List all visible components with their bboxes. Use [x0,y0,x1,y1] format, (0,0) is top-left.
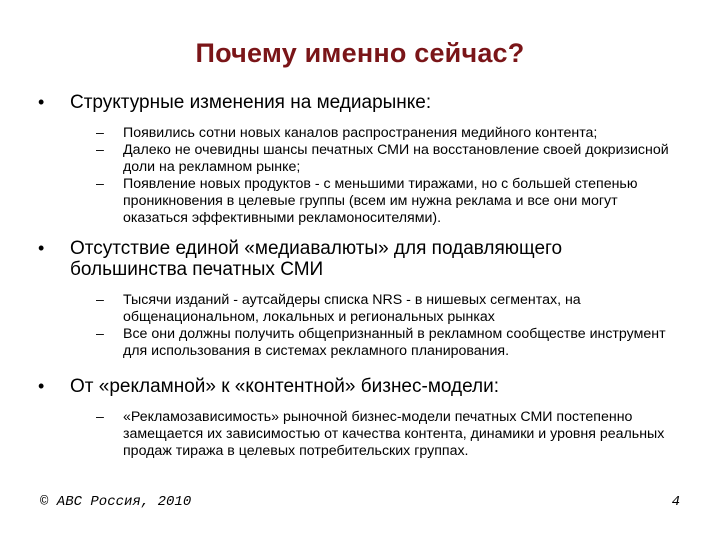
sub-item [96,125,678,142]
sub-item [96,142,678,176]
bullet-marker: • [38,238,45,258]
page-number: 4 [671,494,680,510]
bullet-marker: • [38,92,45,112]
dash-marker: – [96,176,104,192]
sub-item-text: Далеко не очевидны шансы печатных СМИ на восстановление своей докризисной доли на рекламном рынке; [123,142,669,175]
footer-copyright: © ABC Россия, 2010 [40,494,192,510]
dash-marker: – [96,125,104,141]
sub-item [96,292,678,326]
bullet-marker: • [38,376,45,396]
bullet-text: Структурные изменения на медиарынке: [70,92,432,113]
dash-marker: – [96,409,104,425]
dash-marker: – [96,292,104,308]
bullet-text: От «рекламной» к «контентной» бизнес-модели: [70,376,500,397]
sub-list [96,409,678,460]
sub-list [96,292,678,360]
sub-item [96,176,678,227]
sub-list [96,125,678,227]
sub-item-text: Появление новых продуктов - с меньшими тиражами, но с большей степенью проникновения в целевые группы (всем им нужна реклама и все они могут оказаться эффективными рекламоносителями). [123,176,638,226]
dash-marker: – [96,142,104,158]
bullet-media-currency [38,238,678,360]
sub-item-text: Появились сотни новых каналов распространения медийного контента; [123,125,598,141]
bullet-structural-changes [38,92,678,227]
sub-item-text: Тысячи изданий - аутсайдеры списка NRS - в нишевых сегментах, на общенациональном, локальных и региональных рынках [123,292,581,325]
slide-title: Почему именно сейчас? [195,38,525,68]
sub-item [96,326,678,360]
sub-item-text: Все они должны получить общепризнанный в рекламном сообществе инструмент для использования в системах рекламного планирования. [123,326,666,359]
dash-marker: – [96,326,104,342]
bullet-text: Отсутствие единой «медиавалюты» для подавляющего большинства печатных СМИ [70,238,563,280]
bullet-business-model [38,376,678,460]
sub-item [96,409,678,460]
sub-item-text: «Рекламозависимость» рыночной бизнес-модели печатных СМИ постепенно замещается их зависимостью от качества контента, динамики и уровня реальных продаж тиража в целевых потребительских группах. [123,409,665,459]
